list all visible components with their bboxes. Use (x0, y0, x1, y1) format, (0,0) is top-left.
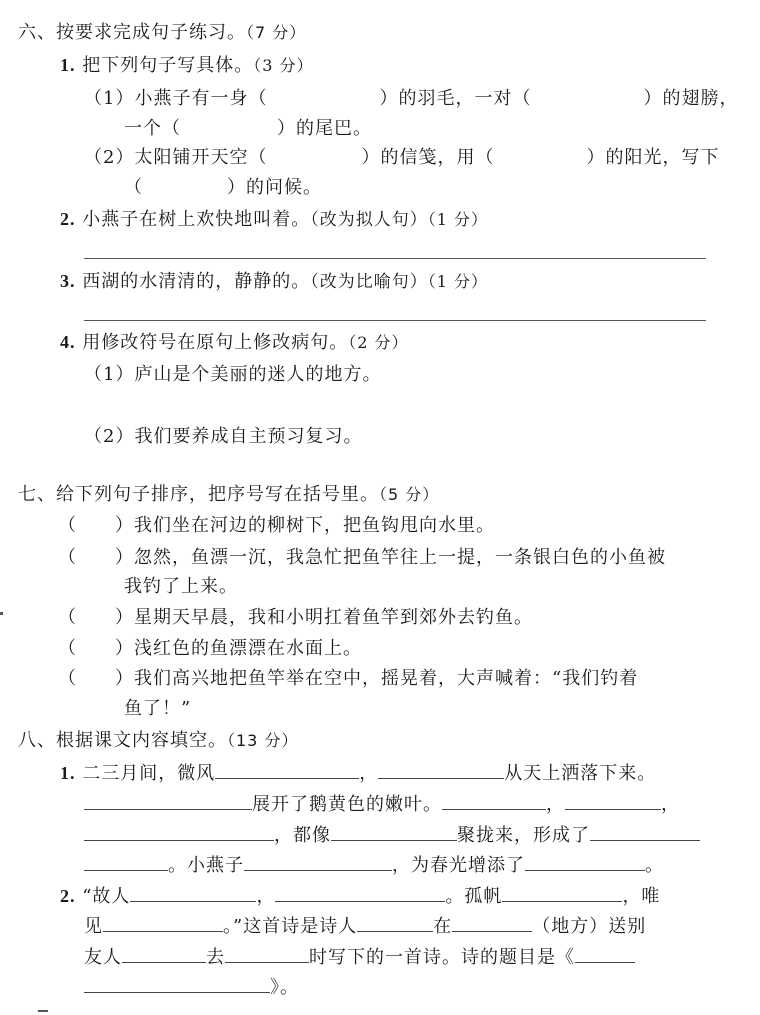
scan-mark (0, 612, 3, 615)
order-item-1[interactable]: （ ）我们坐在河边的柳树下，把鱼钩甩向水里。 (58, 515, 495, 536)
q8-2-text-9: 友人 (84, 947, 122, 968)
q8-1-text-7: ，都像 (274, 825, 331, 846)
section-6-title (18, 20, 306, 46)
q8-1-blank-3[interactable] (84, 791, 252, 810)
q8-1-text-1: 二三月间，微风 (82, 763, 216, 784)
q6-1-1-part-e: ）的尾巴。 (277, 118, 372, 139)
q6-4-2: （2）我们要养成自主预习复习。 (84, 426, 363, 447)
q8-2-line3 (84, 944, 635, 971)
q6-1-1-part-d: 一个（ (124, 118, 181, 139)
order-item-2-cont: 我钓了上来。 (124, 576, 238, 597)
q6-1-2-part-e: ）的问候。 (227, 177, 322, 198)
q6-2-text: 小燕子在树上欢快地叫着。 (82, 209, 311, 230)
q6-4-score: （2 分） (348, 333, 409, 352)
q8-1-line4 (84, 852, 664, 879)
q8-1-blank-8[interactable] (590, 822, 700, 841)
scan-mark-bottom (38, 1010, 48, 1012)
q6-1-2-part-a: （2）太阳铺开天空（ (84, 147, 268, 168)
q6-1-2-part-c: ）的阳光，写下 (586, 147, 720, 168)
q8-1-text-6: ， (661, 794, 680, 815)
q6-1-score: （3 分） (253, 56, 314, 75)
order-item-2[interactable]: （ ）忽然，鱼漂一沉，我急忙把鱼竿往上一提，一条银白色的小鱼被 (58, 547, 666, 568)
q6-2 (60, 206, 488, 233)
q8-2-text-4: ，唯 (622, 886, 661, 907)
q8-2-text-3: 。孤帆 (445, 886, 503, 907)
q6-3-answer-line[interactable] (84, 320, 706, 321)
q6-4-number: 4. (60, 332, 76, 352)
q8-2-blank-6[interactable] (452, 913, 532, 932)
q6-1 (60, 52, 314, 79)
q6-1-2-part-d: （ (124, 177, 143, 198)
q6-1-1-line1 (84, 86, 738, 112)
section-6-score: （7 分） (246, 23, 307, 42)
q8-2-number: 2. (60, 886, 76, 906)
q6-1-2-line1 (84, 145, 719, 171)
q8-1-blank-2[interactable] (378, 760, 504, 779)
order-item-4[interactable]: （ ）浅红色的鱼漂漂在水面上。 (58, 638, 362, 659)
q8-1-number: 1. (60, 763, 76, 783)
order-item-5[interactable]: （ ）我们高兴地把鱼竿举在空中，摇晃着，大声喊着：“我们钓着 (58, 668, 639, 689)
section-8-title-text: 八、根据课文内容填空。 (18, 730, 227, 751)
q8-2-line1 (60, 883, 660, 910)
q8-2-text-6: 。”这首诗是诗人 (223, 916, 358, 937)
q6-1-1-part-c: ）的翅膀， (643, 88, 739, 109)
order-item-5-cont: 鱼了！” (124, 698, 192, 719)
q8-2-text-2: ， (256, 886, 276, 907)
q8-2-line4 (84, 974, 299, 1001)
section-7-score: （5 分） (379, 485, 440, 504)
q8-1-blank-11[interactable] (525, 852, 645, 871)
q8-1-text-5: ， (546, 794, 565, 815)
q8-1-text-3: 从天上洒落下来。 (504, 763, 657, 784)
q6-1-2-line2 (124, 175, 322, 201)
q6-4-1: （1）庐山是个美丽的迷人的地方。 (84, 364, 382, 385)
q8-1-blank-10[interactable] (244, 852, 392, 871)
q6-1-2-part-b: ）的信笺，用（ (361, 147, 495, 168)
q8-1-text-11: 。 (645, 855, 664, 876)
q8-1-line1 (60, 760, 656, 787)
q8-2-line2 (84, 913, 646, 940)
q8-1-blank-5[interactable] (565, 791, 661, 810)
q8-1-blank-9[interactable] (84, 852, 168, 871)
q6-1-text: 把下列句子写具体。 (82, 55, 254, 76)
q8-2-text-12: 》。 (270, 977, 299, 998)
q6-3-note: （改为比喻句） (310, 272, 428, 292)
q8-2-text-5: 见 (84, 916, 103, 937)
q6-2-answer-line[interactable] (84, 258, 706, 259)
q8-1-blank-4[interactable] (442, 791, 546, 810)
q8-1-blank-7[interactable] (331, 822, 457, 841)
q6-2-note: （改为拟人句） (310, 210, 428, 230)
q8-2-text-8: （地方）送别 (532, 916, 647, 937)
section-8-score: （13 分） (227, 731, 299, 750)
q6-3 (60, 268, 488, 295)
q8-2-text-10: 去 (206, 947, 225, 968)
q6-2-score: （1 分） (427, 210, 489, 229)
section-7-title (18, 482, 439, 508)
q8-1-text-2: ， (359, 763, 379, 784)
q8-1-line2 (84, 791, 680, 818)
q8-2-text-1: “故人 (82, 886, 131, 907)
q8-1-blank-1[interactable] (215, 760, 359, 779)
q8-2-text-11: 时写下的一首诗。诗的题目是《 (309, 947, 575, 968)
q6-2-number: 2. (60, 209, 76, 229)
q8-1-text-4: 展开了鹅黄色的嫩叶。 (252, 794, 442, 815)
q8-1-line3 (84, 822, 700, 849)
q8-2-blank-7[interactable] (122, 944, 206, 963)
q6-3-score: （1 分） (427, 272, 489, 291)
q6-3-number: 3. (60, 271, 76, 291)
q6-1-1-part-a: （1）小燕子有一身（ (84, 88, 268, 109)
q8-1-text-8: 聚拢来，形成了 (457, 825, 590, 846)
q6-4 (60, 329, 409, 356)
q8-2-blank-10[interactable] (84, 974, 270, 993)
q6-3-text: 西湖的水清清的，静静的。 (82, 271, 311, 292)
q6-4-text: 用修改符号在原句上修改病句。 (82, 332, 349, 353)
q8-1-text-9: 。小燕子 (168, 855, 244, 876)
order-item-3[interactable]: （ ）星期天早晨，我和小明扛着鱼竿到郊外去钓鱼。 (58, 607, 533, 628)
q8-2-blank-3[interactable] (502, 883, 622, 902)
q8-2-blank-5[interactable] (357, 913, 433, 932)
q6-1-1-part-b: ）的羽毛，一对（ (379, 88, 532, 109)
q8-2-text-7: 在 (433, 916, 453, 937)
q6-1-number: 1. (60, 55, 76, 75)
q8-2-blank-1[interactable] (130, 883, 256, 902)
section-8-title (18, 728, 298, 754)
q8-2-blank-8[interactable] (225, 944, 309, 963)
section-7-title-text: 七、给下列句子排序，把序号写在括号里。 (18, 484, 379, 505)
section-6-title-text: 六、按要求完成句子练习。 (18, 22, 246, 43)
q8-1-blank-6[interactable] (84, 822, 274, 841)
q8-1-text-10: ，为春光增添了 (392, 855, 525, 876)
q8-2-blank-9[interactable] (575, 944, 635, 963)
q6-1-1-line2 (124, 116, 372, 142)
q8-2-blank-4[interactable] (103, 913, 223, 932)
q8-2-blank-2[interactable] (275, 883, 445, 902)
